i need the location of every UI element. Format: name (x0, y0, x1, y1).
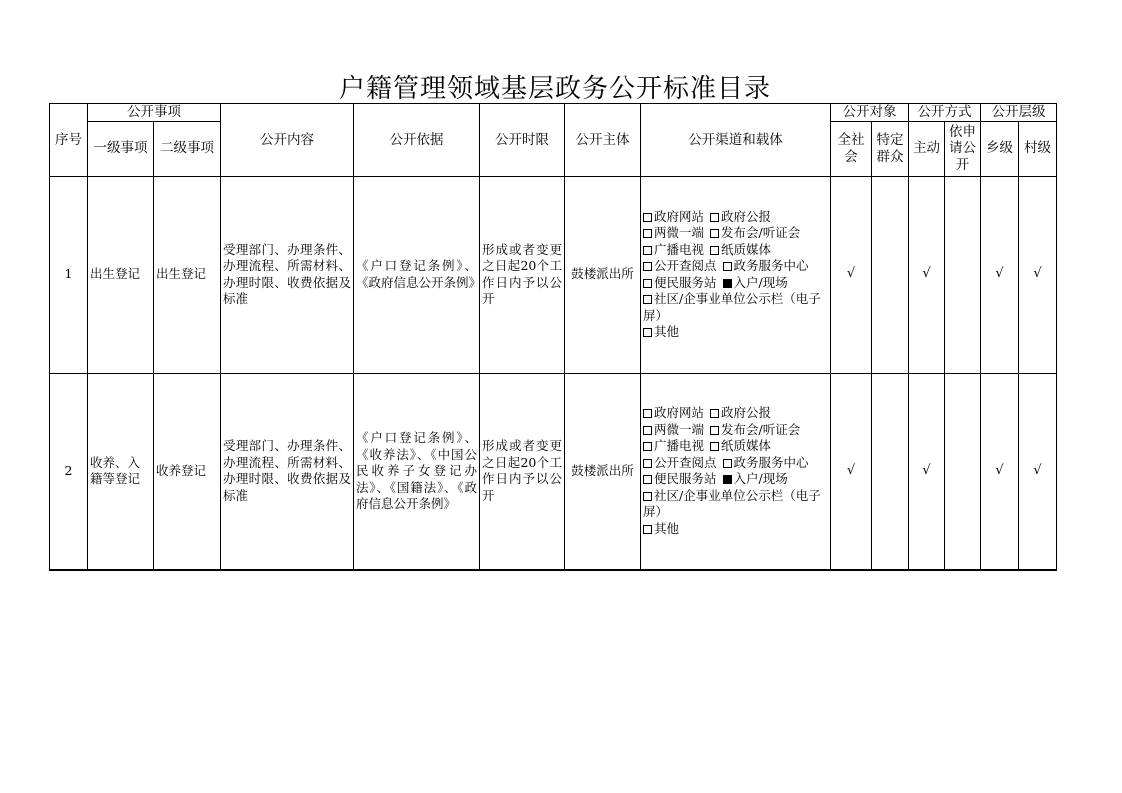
checkbox-icon (643, 295, 652, 304)
channel-label: 公开查阅点 (654, 258, 717, 273)
checkbox-icon (710, 229, 719, 238)
channel-option (723, 275, 788, 292)
row-level2: 收养登记 (154, 373, 221, 570)
channel-label: 政府网站 (654, 405, 705, 421)
channel-label: 政务服务中心 (733, 454, 809, 470)
header-target-specific: 特定群众 (872, 121, 909, 176)
checkbox-icon (710, 442, 719, 451)
header-target-all: 全社会 (831, 121, 872, 176)
checkbox-icon (643, 262, 652, 271)
table-row (50, 176, 1057, 373)
row-level-village: √ (1019, 373, 1057, 570)
header-level-group: 公开层级 (981, 104, 1057, 122)
channel-option (643, 275, 717, 292)
row-method-active: √ (909, 176, 945, 373)
header-level2: 二级事项 (154, 121, 221, 176)
row-seq: 2 (50, 373, 88, 570)
header-subject: 公开主体 (565, 104, 641, 177)
channel-label: 社区/企事业单位公示栏（电子屏） (643, 487, 821, 520)
channel-label: 纸质媒体 (721, 241, 772, 257)
channel-option (643, 471, 717, 488)
row-method-request (945, 373, 981, 570)
row-subject: 鼓楼派出所 (565, 176, 641, 373)
channel-label: 两微一端 (654, 225, 705, 240)
row-method-active: √ (909, 373, 945, 570)
row-target-specific (872, 176, 909, 373)
checkbox-icon (643, 246, 652, 255)
channel-label: 发布会/听证会 (721, 225, 801, 240)
channel-option (643, 209, 704, 226)
checkbox-icon (643, 426, 652, 435)
checkbox-icon (710, 213, 719, 222)
checkbox-icon (710, 426, 719, 435)
channel-option (710, 209, 771, 226)
checked-box-icon (723, 279, 732, 288)
checkbox-icon (643, 213, 652, 222)
disclosure-catalog-table (49, 103, 1057, 571)
channel-label: 政府公报 (721, 208, 772, 224)
channel-option (643, 242, 704, 259)
row-level2: 出生登记 (154, 176, 221, 373)
header-basis: 公开依据 (354, 104, 480, 177)
row-channels (641, 176, 831, 373)
row-target-all: √ (831, 373, 872, 570)
row-method-request (945, 176, 981, 373)
row-time-limit: 形成或者变更之日起20个工作日内予以公开 (480, 176, 565, 373)
channel-option (643, 324, 679, 341)
header-level1: 一级事项 (88, 121, 154, 176)
channel-option (643, 455, 717, 472)
channel-label: 入户/现场 (733, 471, 788, 487)
channel-label: 发布会/听证会 (721, 421, 801, 437)
channel-label: 社区/企事业单位公示栏（电子屏） (643, 291, 821, 323)
checkbox-icon (710, 409, 719, 418)
channel-label: 便民服务站 (654, 471, 717, 487)
channel-option (643, 488, 828, 521)
header-matter-group: 公开事项 (88, 104, 221, 122)
row-level-township: √ (981, 176, 1019, 373)
channel-label: 纸质媒体 (721, 438, 772, 454)
header-target-group: 公开对象 (831, 104, 909, 122)
table-row (50, 373, 1057, 570)
channel-label: 政府公报 (721, 405, 772, 421)
channel-label: 两微一端 (654, 421, 705, 437)
header-seq: 序号 (50, 104, 88, 177)
channel-label: 政务服务中心 (733, 258, 809, 273)
channel-label: 入户/现场 (733, 274, 788, 290)
checkbox-icon (643, 229, 652, 238)
row-content: 受理部门、办理条件、办理流程、所需材料、办理时限、收费依据及标准 (221, 176, 354, 373)
channel-label: 便民服务站 (654, 274, 717, 290)
row-level-township: √ (981, 373, 1019, 570)
row-seq: 1 (50, 176, 88, 373)
channel-label: 广播电视 (654, 438, 705, 454)
channel-option (643, 225, 704, 242)
header-method-active: 主动 (909, 121, 945, 176)
channel-option (643, 405, 704, 422)
page-title: 户籍管理领域基层政务公开标准目录 (338, 74, 771, 104)
header-content: 公开内容 (221, 104, 354, 177)
checkbox-icon (643, 279, 652, 288)
checkbox-icon (643, 328, 652, 337)
channel-option (710, 422, 800, 439)
row-content: 受理部门、办理条件、办理流程、所需材料、办理时限、收费依据及标准 (221, 373, 354, 570)
channel-label: 公开查阅点 (654, 454, 717, 470)
header-method-group: 公开方式 (909, 104, 981, 122)
header-time-limit: 公开时限 (480, 104, 565, 177)
header-channel: 公开渠道和载体 (641, 104, 831, 177)
header-row-1 (50, 104, 1057, 122)
channel-label: 广播电视 (654, 241, 705, 257)
checkbox-icon (643, 409, 652, 418)
checkbox-icon (643, 492, 652, 501)
row-subject: 鼓楼派出所 (565, 373, 641, 570)
row-basis: 《户口登记条例》、《收养法》、《中国公民收养子女登记办法》、《国籍法》、《政府信息公开条例》 (354, 373, 480, 570)
channel-label: 其他 (654, 520, 680, 536)
channel-label: 其他 (654, 324, 680, 339)
row-level1: 收养、入籍等登记 (88, 373, 154, 570)
channel-option (710, 405, 771, 422)
channel-option (643, 438, 704, 455)
channel-option (710, 242, 771, 259)
channel-option (723, 471, 788, 488)
checkbox-icon (723, 262, 732, 271)
checkbox-icon (643, 475, 652, 484)
channel-option (723, 258, 809, 275)
checked-box-icon (723, 475, 732, 484)
checkbox-icon (643, 525, 652, 534)
row-target-specific (872, 373, 909, 570)
row-target-all: √ (831, 176, 872, 373)
channel-option (643, 291, 828, 324)
row-basis: 《户口登记条例》、《政府信息公开条例》 (354, 176, 480, 373)
checkbox-icon (643, 459, 652, 468)
checkbox-icon (723, 459, 732, 468)
checkbox-icon (710, 246, 719, 255)
row-time-limit: 形成或者变更之日起20个工作日内予以公开 (480, 373, 565, 570)
row-level1: 出生登记 (88, 176, 154, 373)
row-level-village: √ (1019, 176, 1057, 373)
channel-option (643, 258, 717, 275)
header-level-village: 村级 (1019, 121, 1057, 176)
row-channels (641, 373, 831, 570)
channel-option (710, 438, 771, 455)
channel-option (643, 521, 679, 538)
checkbox-icon (643, 442, 652, 451)
channel-option (723, 455, 809, 472)
channel-option (643, 422, 704, 439)
header-method-request: 依申请公开 (945, 121, 981, 176)
channel-label: 政府网站 (654, 208, 705, 224)
channel-option (710, 225, 800, 242)
header-level-township: 乡级 (981, 121, 1019, 176)
